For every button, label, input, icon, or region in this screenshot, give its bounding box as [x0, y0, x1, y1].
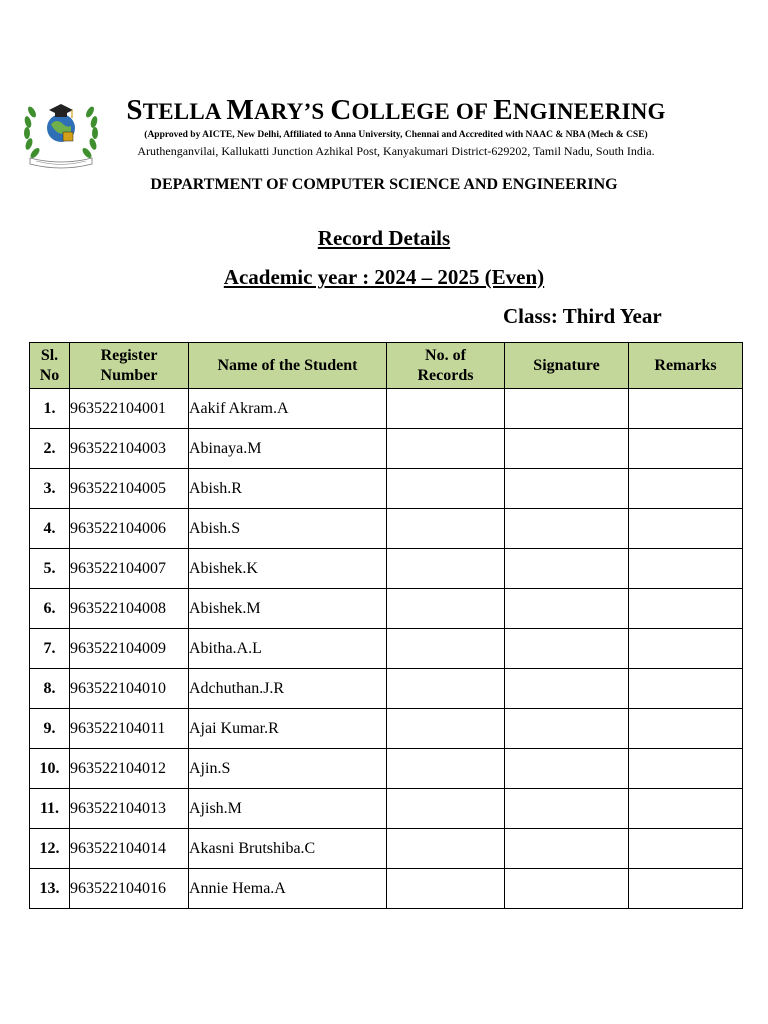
no-of-records-cell — [387, 709, 505, 749]
student-name-cell: Ajin.S — [189, 749, 387, 789]
register-number-cell: 963522104010 — [70, 669, 189, 709]
table-row — [30, 709, 743, 749]
academic-year: Academic year : 2024 – 2025 (Even) — [223, 265, 545, 289]
table-header-row — [30, 343, 743, 389]
table-row — [30, 789, 743, 829]
remarks-cell — [629, 829, 743, 869]
student-name-cell: Ajai Kumar.R — [189, 709, 387, 749]
remarks-cell — [629, 709, 743, 749]
sl-cell: 7. — [30, 629, 70, 669]
register-number-cell: 963522104012 — [70, 749, 189, 789]
sl-cell: 4. — [30, 509, 70, 549]
sl-cell: 1. — [30, 389, 70, 429]
sl-cell: 8. — [30, 669, 70, 709]
table-row — [30, 629, 743, 669]
table-row — [30, 469, 743, 509]
sl-cell: 5. — [30, 549, 70, 589]
sl-cell: 12. — [30, 829, 70, 869]
remarks-cell — [629, 589, 743, 629]
sl-cell: 6. — [30, 589, 70, 629]
header-student-name: Name of the Student — [189, 343, 387, 389]
signature-cell — [505, 869, 629, 909]
student-name-cell: Abish.S — [189, 509, 387, 549]
no-of-records-cell — [387, 469, 505, 509]
register-number-cell: 963522104014 — [70, 829, 189, 869]
header-no-of-records: No. of Records — [387, 343, 505, 389]
register-number-cell: 963522104001 — [70, 389, 189, 429]
sl-cell: 13. — [30, 869, 70, 909]
sl-cell: 3. — [30, 469, 70, 509]
remarks-cell — [629, 469, 743, 509]
class-label: Class: Third Year — [503, 304, 662, 328]
sl-cell: 11. — [30, 789, 70, 829]
signature-cell — [505, 629, 629, 669]
register-number-cell: 963522104008 — [70, 589, 189, 629]
signature-cell — [505, 389, 629, 429]
remarks-cell — [629, 509, 743, 549]
remarks-cell — [629, 549, 743, 589]
no-of-records-cell — [387, 389, 505, 429]
student-name-cell: Abish.R — [189, 469, 387, 509]
no-of-records-cell — [387, 749, 505, 789]
department-heading: DEPARTMENT OF COMPUTER SCIENCE AND ENGINEERING — [150, 176, 618, 193]
student-name-cell: Abitha.A.L — [189, 629, 387, 669]
letterhead — [20, 92, 760, 176]
remarks-cell — [629, 429, 743, 469]
signature-cell — [505, 469, 629, 509]
register-number-cell: 963522104005 — [70, 469, 189, 509]
no-of-records-cell — [387, 589, 505, 629]
student-name-cell: Akasni Brutshiba.C — [189, 829, 387, 869]
remarks-cell — [629, 789, 743, 829]
student-name-cell: Ajish.M — [189, 789, 387, 829]
college-crest-icon — [22, 94, 100, 170]
header-signature: Signature — [505, 343, 629, 389]
table-row — [30, 749, 743, 789]
table-row — [30, 389, 743, 429]
remarks-cell — [629, 629, 743, 669]
signature-cell — [505, 789, 629, 829]
no-of-records-cell — [387, 829, 505, 869]
record-table — [29, 342, 743, 909]
student-name-cell: Abishek.M — [189, 589, 387, 629]
no-of-records-cell — [387, 669, 505, 709]
signature-cell — [505, 669, 629, 709]
no-of-records-cell — [387, 789, 505, 829]
sl-cell: 10. — [30, 749, 70, 789]
remarks-cell — [629, 749, 743, 789]
college-name: STELLA MARY’S COLLEGE OF ENGINEERING — [126, 94, 666, 126]
register-number-cell: 963522104016 — [70, 869, 189, 909]
college-address: Aruthenganvilai, Kallukatti Junction Azhikal Post, Kanyakumari District-629202, Tamil Nadu, South India. — [137, 144, 655, 158]
no-of-records-cell — [387, 629, 505, 669]
table-row — [30, 869, 743, 909]
register-number-cell: 963522104007 — [70, 549, 189, 589]
table-row — [30, 589, 743, 629]
register-number-cell: 963522104006 — [70, 509, 189, 549]
sl-cell: 9. — [30, 709, 70, 749]
student-name-cell: Abishek.K — [189, 549, 387, 589]
signature-cell — [505, 829, 629, 869]
header-sl-no: Sl. No — [30, 343, 70, 389]
table-row — [30, 829, 743, 869]
signature-cell — [505, 709, 629, 749]
no-of-records-cell — [387, 509, 505, 549]
signature-cell — [505, 549, 629, 589]
approval-text: (Approved by AICTE, New Delhi, Affiliated to Anna University, Chennai and Accredited with NAAC & NBA (Mech & CSE) — [144, 130, 648, 140]
record-title: Record Details — [317, 226, 451, 250]
remarks-cell — [629, 669, 743, 709]
remarks-cell — [629, 389, 743, 429]
register-number-cell: 963522104003 — [70, 429, 189, 469]
table-row — [30, 509, 743, 549]
student-name-cell: Aakif Akram.A — [189, 389, 387, 429]
no-of-records-cell — [387, 869, 505, 909]
table-row — [30, 429, 743, 469]
student-name-cell: Adchuthan.J.R — [189, 669, 387, 709]
sl-cell: 2. — [30, 429, 70, 469]
remarks-cell — [629, 869, 743, 909]
signature-cell — [505, 589, 629, 629]
register-number-cell: 963522104013 — [70, 789, 189, 829]
signature-cell — [505, 429, 629, 469]
signature-cell — [505, 749, 629, 789]
signature-cell — [505, 509, 629, 549]
header-remarks: Remarks — [629, 343, 743, 389]
student-name-cell: Annie Hema.A — [189, 869, 387, 909]
header-register-number: Register Number — [70, 343, 189, 389]
table-row — [30, 549, 743, 589]
no-of-records-cell — [387, 549, 505, 589]
no-of-records-cell — [387, 429, 505, 469]
table-row — [30, 669, 743, 709]
register-number-cell: 963522104009 — [70, 629, 189, 669]
register-number-cell: 963522104011 — [70, 709, 189, 749]
student-name-cell: Abinaya.M — [189, 429, 387, 469]
